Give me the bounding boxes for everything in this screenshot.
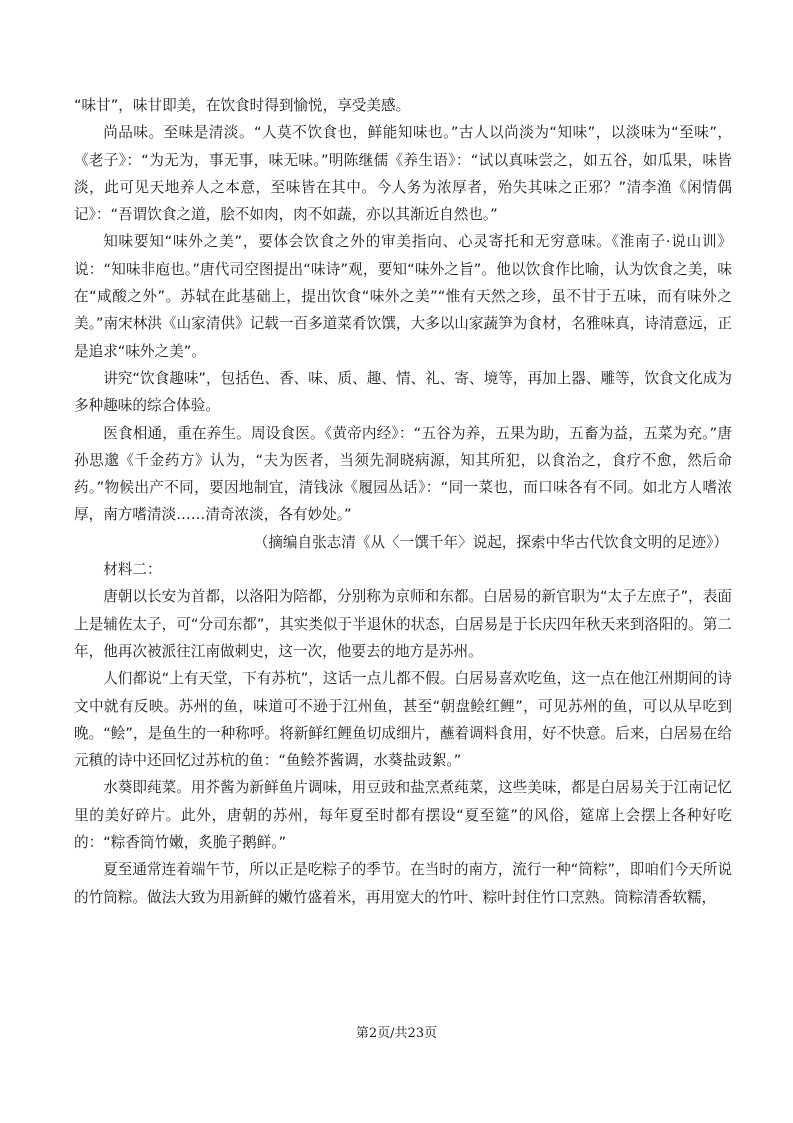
paragraph-weiwai: 知味要知“味外之美”，要体会饮食之外的审美指向、心灵寄托和无穷意味。《淮南子·说山训》说：“知味非庖也。”唐代司空图提出“味诗”观，要知“味外之旨”。他以饮食作比喻，认为饮食之美，味在“咸酸之外”。苏轼在此基础上，提出饮食“味外之美”“惟有天然之珍，虽不甘于五味，而有味外之美。”南宋林洪《山家清供》记载一百多道菜肴饮馔，大多以山家蔬笋为食材，名雅味真，诗清意远，正是追求“味外之美”。 <box>74 233 732 360</box>
material-two-heading: 材料二： <box>103 561 162 579</box>
document-body <box>74 92 732 911</box>
paragraph-shuikui: 水葵即莼菜。用芥酱为新鲜鱼片调味，用豆豉和盐烹煮莼菜，这些美味，都是白居易关于江南记忆里的美好碎片。此外，唐朝的苏州，每年夏至时都有摆设“夏至筵”的风俗，筵席上会摆上各种好吃的：“粽香筒竹嫩，炙脆子鹅鲜。” <box>74 779 732 852</box>
paragraph-intro: “味甘”，味甘即美，在饮食时得到愉悦，享受美感。 <box>74 97 411 114</box>
source-citation: （摘编自张志清《从〈一馔千年〉说起，探索中华古代饮食文明的足迹》） <box>253 533 728 551</box>
paragraph-tongzong: 夏至通常连着端午节，所以正是吃粽子的季节。在当时的南方，流行一种“筒粽”，即咱们今天所说的竹筒粽。做法大致为用新鲜的嫩竹盛着米，再用宽大的竹叶、粽叶封住竹口烹熟。筒粽清香软糯， <box>74 861 732 906</box>
paragraph-yangsheng: 医食相通，重在养生。周设食医。《黄帝内经》：“五谷为养，五果为助，五畜为益，五菜为充。”唐孙思邈《千金药方》认为，“夫为医者，当须先洞晓病源，知其所犯，以食治之，食疗不愈，然后命药。”物候出产不同，要因地制宜，清钱泳《履园丛话》：“同一菜也，而口味各有不同。如北方人嗜浓厚，南方嗜清淡……清奇浓淡，各有妙处。” <box>74 424 732 524</box>
paragraph-tang-capital: 唐朝以长安为首都，以洛阳为陪都，分别称为京师和东都。白居易的新官职为“太子左庶子”，表面上是辅佐太子，可“分司东都”，其实类似于半退休的状态，白居易是于长庆四年秋天来到洛阳的。第二年，他再次被派往江南做刺史，这一次，他要去的地方是苏州。 <box>74 588 732 660</box>
paragraph-suzhou-fish: 人们都说“上有天堂，下有苏杭”，这话一点儿都不假。白居易喜欢吃鱼，这一点在他江州期间的诗文中就有反映。苏州的鱼，味道可不逊于江州鱼，甚至“朝盘鲙红鲤”，可见苏州的鱼，可以从早吃到晚。“鲙”，是鱼生的一种称呼。将新鲜红鲤鱼切成细片，蘸着调料食用，好不快意。后来，白居易在给元稹的诗中还回忆过苏杭的鱼：“鱼鲙芥酱调，水葵盐豉絮。” <box>74 670 732 770</box>
page-number: 第2页/共23页 <box>355 1026 438 1041</box>
paragraph-quwei: 讲究“饮食趣味”，包括色、香、味、质、趣、情、礼、寄、境等，再加上器、雕等，饮食文化成为多种趣味的综合体验。 <box>74 369 732 415</box>
paragraph-zhiwei: 尚品味。至味是清淡。“人莫不饮食也，鲜能知味也。”古人以尚淡为“知味”，以淡味为“至味”，《老子》：“为无为，事无事，味无味。”明陈继儒《养生语》：“试以真味尝之，如五谷，如瓜果，味皆淡，此可见天地养人之本意，至味皆在其中。今人务为浓厚者，殆失其味之正邪？”清李渔《闲情偶记》：“吾谓饮食之道，脍不如肉，肉不如蔬，亦以其渐近自然也。” <box>74 124 732 224</box>
